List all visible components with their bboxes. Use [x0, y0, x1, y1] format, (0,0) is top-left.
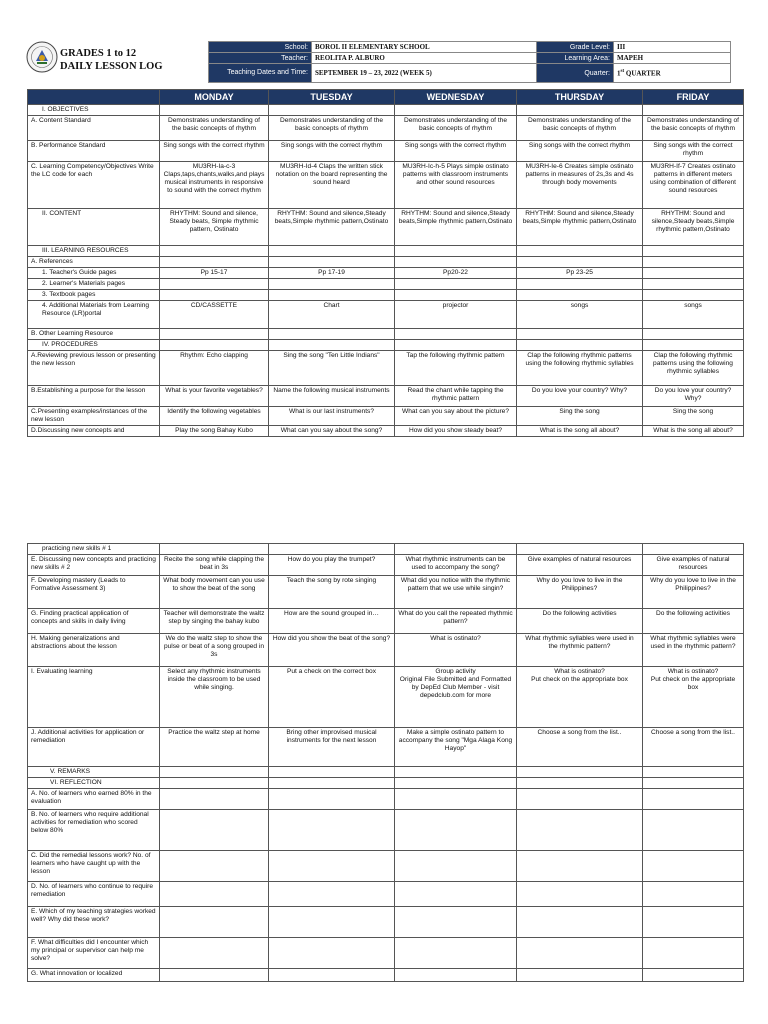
- day-cell: [643, 105, 744, 116]
- day-cell: Name the following musical instruments: [269, 386, 395, 407]
- table-row: [28, 209, 744, 246]
- day-cell: [517, 789, 643, 810]
- day-cell: [269, 544, 395, 555]
- day-cell: [395, 279, 517, 290]
- day-cell: Select any rhythmic instruments inside the classroom to be used while singing.: [160, 667, 269, 728]
- table-row: [28, 778, 744, 789]
- row-label: 2. Learner's Materials pages: [28, 279, 160, 290]
- day-cell: Sing songs with the correct rhythm: [643, 141, 744, 162]
- day-cell: [517, 105, 643, 116]
- day-cell: [269, 882, 395, 907]
- quarter-value: [614, 64, 731, 83]
- day-cell: [517, 257, 643, 268]
- day-cell: [643, 907, 744, 938]
- row-label: J. Additional activities for application or remediation: [28, 728, 160, 767]
- day-cell: Teacher will demonstrate the waltz step by singing the bahay kubo: [160, 609, 269, 634]
- table-row: [28, 634, 744, 667]
- day-cell: [395, 246, 517, 257]
- day-cell: [269, 938, 395, 969]
- day-cell: Demonstrates understanding of the basic concepts of rhythm: [160, 116, 269, 141]
- day-cell: What rhythmic instruments can be used to accompany the song?: [395, 555, 517, 576]
- table-row: [28, 141, 744, 162]
- day-cell: [160, 340, 269, 351]
- row-label: I. OBJECTIVES: [28, 105, 160, 116]
- day-cell: Give examples of natural resources: [643, 555, 744, 576]
- day-cell: Give examples of natural resources: [517, 555, 643, 576]
- day-cell: Read the chant while tapping the rhythmic pattern: [395, 386, 517, 407]
- day-cell: What rhythmic syllables were used in the rhythmic pattern?: [643, 634, 744, 667]
- day-cell: RHYTHM: Sound and silence,Steady beats,Simple rhythmic pattern,Ostinato: [395, 209, 517, 246]
- day-cell: Make a simple ostinato pattern to accompany the song "Mga Alaga Kong Hayop": [395, 728, 517, 767]
- table-row: [28, 767, 744, 778]
- row-label: IV. PROCEDURES: [28, 340, 160, 351]
- day-cell: Do you love your country? Why?: [643, 386, 744, 407]
- row-label: C. Learning Competency/Objectives Write the LC code for each: [28, 162, 160, 209]
- day-cell: [517, 290, 643, 301]
- day-cell: [160, 329, 269, 340]
- lesson-log-table-page1: [27, 89, 744, 437]
- title-line-2: DAILY LESSON LOG: [60, 61, 163, 72]
- day-cell: What is our last instruments?: [269, 407, 395, 426]
- day-cell: RHYTHM: Sound and silence,Steady beats,Simple rhythmic pattern,Ostinato: [643, 209, 744, 246]
- row-label: D.Discussing new concepts and: [28, 426, 160, 437]
- day-cell: [643, 329, 744, 340]
- day-cell: Pp20-22: [395, 268, 517, 279]
- day-cell: [269, 257, 395, 268]
- day-cell: [517, 969, 643, 982]
- day-cell: [395, 290, 517, 301]
- day-cell: What is your favorite vegetables?: [160, 386, 269, 407]
- day-cell: Pp 15-17: [160, 268, 269, 279]
- day-cell: Sing songs with the correct rhythm: [269, 141, 395, 162]
- table-row: [28, 105, 744, 116]
- table-row: [28, 544, 744, 555]
- day-cell: [269, 105, 395, 116]
- row-label: A. References: [28, 257, 160, 268]
- day-cell: [517, 767, 643, 778]
- day-cell: Clap the following rhythmic patterns using the following rhythmic syllables: [517, 351, 643, 386]
- row-label: F. What difficulties did I encounter which my principal or supervisor can help me solve?: [28, 938, 160, 969]
- day-cell: Sing songs with the correct rhythm: [395, 141, 517, 162]
- day-cell: [160, 544, 269, 555]
- day-cell: [643, 767, 744, 778]
- day-header: FRIDAY: [643, 90, 744, 105]
- day-cell: [395, 329, 517, 340]
- day-cell: What did you notice with the rhythmic pattern that we use while singin?: [395, 576, 517, 609]
- row-label: III. LEARNING RESOURCES: [28, 246, 160, 257]
- lesson-log-table-page2: [27, 543, 744, 982]
- row-label: I. Evaluating learning: [28, 667, 160, 728]
- area-label: Learning Area:: [537, 53, 614, 64]
- day-cell: What is ostinato?: [395, 634, 517, 667]
- deped-seal-logo: [26, 41, 58, 73]
- table-row: [28, 426, 744, 437]
- table-row: [28, 279, 744, 290]
- row-label: 4. Additional Materials from Learning Resource (LR)portal: [28, 301, 160, 329]
- day-cell: [395, 789, 517, 810]
- day-cell: RHYTHM: Sound and silence, Steady beats, Simple rhythmic pattern, Ostinato: [160, 209, 269, 246]
- day-cell: [643, 257, 744, 268]
- day-cell: Sing the song: [643, 407, 744, 426]
- row-label: V. REMARKS: [28, 767, 160, 778]
- day-cell: [517, 882, 643, 907]
- table-row: [28, 246, 744, 257]
- day-cell: [395, 778, 517, 789]
- table-row: [28, 301, 744, 329]
- day-cell: [395, 544, 517, 555]
- day-cell: How are the sound grouped in…: [269, 609, 395, 634]
- row-label: H. Making generalizations and abstractions about the lesson: [28, 634, 160, 667]
- day-cell: [269, 340, 395, 351]
- teacher-label: Teacher:: [209, 53, 312, 64]
- day-cell: [643, 544, 744, 555]
- day-header-row: [28, 90, 744, 105]
- row-label: A.Reviewing previous lesson or presenting the new lesson: [28, 351, 160, 386]
- day-cell: What is ostinato? Put check on the appropriate box: [643, 667, 744, 728]
- day-cell: [269, 279, 395, 290]
- day-cell: [517, 778, 643, 789]
- day-cell: [643, 246, 744, 257]
- teacher-value: REOLITA P. ALBURO: [312, 53, 537, 64]
- day-cell: projector: [395, 301, 517, 329]
- row-label: practicing new skills # 1: [28, 544, 160, 555]
- day-cell: Pp 23-25: [517, 268, 643, 279]
- day-cell: [395, 810, 517, 851]
- day-cell: [643, 778, 744, 789]
- grade-value: III: [614, 42, 731, 53]
- day-cell: [395, 257, 517, 268]
- day-cell: [160, 290, 269, 301]
- day-cell: [160, 969, 269, 982]
- table-row: [28, 851, 744, 882]
- quarter-label: Quarter:: [537, 64, 614, 83]
- day-cell: Sing the song "Ten Little Indians": [269, 351, 395, 386]
- day-cell: [395, 851, 517, 882]
- row-label: E. Discussing new concepts and practicing new skills # 2: [28, 555, 160, 576]
- day-cell: Identify the following vegetables: [160, 407, 269, 426]
- table-row: [28, 576, 744, 609]
- day-cell: MU3RH-Ie-6 Creates simple ostinato patterns in measures of 2s,3s and 4s through body movements: [517, 162, 643, 209]
- day-cell: [269, 851, 395, 882]
- school-label: School:: [209, 42, 312, 53]
- day-cell: What body movement can you use to show the beat of the song: [160, 576, 269, 609]
- day-cell: [160, 938, 269, 969]
- row-label: B. Performance Standard: [28, 141, 160, 162]
- table-row: [28, 882, 744, 907]
- row-label: B. No. of learners who require additional activities for remediation who scored below 80%: [28, 810, 160, 851]
- page1-rows: [28, 105, 744, 437]
- day-cell: [395, 767, 517, 778]
- day-cell: [643, 279, 744, 290]
- area-value: MAPEH: [614, 53, 731, 64]
- quarter-number: 1: [617, 69, 621, 78]
- day-cell: [643, 789, 744, 810]
- day-cell: [517, 938, 643, 969]
- day-cell: How did you show the beat of the song?: [269, 634, 395, 667]
- day-cell: Choose a song from the list..: [643, 728, 744, 767]
- day-cell: [160, 907, 269, 938]
- day-cell: We do the waltz step to show the pulse or beat of a song grouped in 3s: [160, 634, 269, 667]
- day-cell: [160, 810, 269, 851]
- row-label: D. No. of learners who continue to require remediation: [28, 882, 160, 907]
- day-cell: [643, 938, 744, 969]
- day-cell: MU3RH-Ic-h-5 Plays simple ostinato patterns with classroom instruments and other sound resources: [395, 162, 517, 209]
- row-label: C. Did the remedial lessons work? No. of learners who have caught up with the lesson: [28, 851, 160, 882]
- day-cell: [160, 882, 269, 907]
- table-row: [28, 969, 744, 982]
- day-cell: What can you say about the song?: [269, 426, 395, 437]
- day-cell: [269, 778, 395, 789]
- day-cell: Sing the song: [517, 407, 643, 426]
- grade-label: Grade Level:: [537, 42, 614, 53]
- day-cell: [160, 279, 269, 290]
- table-row: [28, 810, 744, 851]
- day-cell: Tap the following rhythmic pattern: [395, 351, 517, 386]
- table-row: [28, 938, 744, 969]
- quarter-ordinal: st: [620, 68, 625, 74]
- day-cell: [517, 246, 643, 257]
- day-header: MONDAY: [160, 90, 269, 105]
- day-cell: [160, 789, 269, 810]
- table-row: [28, 268, 744, 279]
- day-cell: Sing songs with the correct rhythm: [160, 141, 269, 162]
- day-cell: [395, 105, 517, 116]
- day-cell: songs: [517, 301, 643, 329]
- corner-cell: [28, 90, 160, 105]
- table-row: [28, 728, 744, 767]
- day-cell: Why do you love to live in the Philippines?: [643, 576, 744, 609]
- day-cell: Clap the following rhythmic patterns using the following rhythmic syllables: [643, 351, 744, 386]
- day-cell: Recite the song while clapping the beat in 3s: [160, 555, 269, 576]
- day-cell: [517, 810, 643, 851]
- day-cell: [269, 907, 395, 938]
- quarter-word: QUARTER: [625, 69, 661, 78]
- day-cell: Do the following activities: [517, 609, 643, 634]
- day-cell: Do you love your country? Why?: [517, 386, 643, 407]
- row-label: A. Content Standard: [28, 116, 160, 141]
- day-cell: [643, 882, 744, 907]
- day-cell: [269, 969, 395, 982]
- table-row: [28, 351, 744, 386]
- day-cell: [395, 969, 517, 982]
- day-cell: What do you call the repeated rhythmic pattern?: [395, 609, 517, 634]
- row-label: 3. Textbook pages: [28, 290, 160, 301]
- table-row: [28, 907, 744, 938]
- day-cell: Pp 17-19: [269, 268, 395, 279]
- day-cell: [395, 907, 517, 938]
- day-cell: [160, 257, 269, 268]
- day-cell: What is the song all about?: [643, 426, 744, 437]
- row-label: B. Other Learning Resource: [28, 329, 160, 340]
- day-cell: [269, 789, 395, 810]
- row-label: II. CONTENT: [28, 209, 160, 246]
- row-label: C.Presenting examples/instances of the new lesson: [28, 407, 160, 426]
- title-line-1: GRADES 1 to 12: [60, 48, 137, 59]
- dates-value: SEPTEMBER 19 – 23, 2022 (WEEK 5): [312, 64, 537, 83]
- day-cell: [643, 340, 744, 351]
- day-cell: Group activity Original File Submitted and Formatted by DepEd Club Member - visit depedclub.com for more: [395, 667, 517, 728]
- table-row: [28, 290, 744, 301]
- day-cell: [517, 279, 643, 290]
- day-cell: songs: [643, 301, 744, 329]
- day-cell: Demonstrates understanding of the basic concepts of rhythm: [517, 116, 643, 141]
- table-row: [28, 257, 744, 268]
- day-cell: What is ostinato? Put check on the appropriate box: [517, 667, 643, 728]
- doc-title: [60, 47, 163, 73]
- day-cell: Demonstrates understanding of the basic concepts of rhythm: [395, 116, 517, 141]
- day-cell: [517, 544, 643, 555]
- row-label: 1. Teacher's Guide pages: [28, 268, 160, 279]
- day-cell: [269, 810, 395, 851]
- day-cell: [643, 851, 744, 882]
- day-cell: Sing songs with the correct rhythm: [517, 141, 643, 162]
- day-cell: [643, 268, 744, 279]
- day-cell: MU3RH-Ia-c-3 Claps,taps,chants,walks,and plays musical instruments in responsive to sound with the correct rhythm: [160, 162, 269, 209]
- day-cell: Play the song Bahay Kubo: [160, 426, 269, 437]
- day-cell: [517, 340, 643, 351]
- row-label: F. Developing mastery (Leads to Formative Assessment 3): [28, 576, 160, 609]
- day-cell: [160, 246, 269, 257]
- day-header: WEDNESDAY: [395, 90, 517, 105]
- day-cell: MU3RH-If-7 Creates ostinato patterns in different meters using combination of different sound resources: [643, 162, 744, 209]
- day-cell: [269, 246, 395, 257]
- day-cell: Demonstrates understanding of the basic concepts of rhythm: [643, 116, 744, 141]
- day-cell: CD/CASSETTE: [160, 301, 269, 329]
- day-cell: [160, 851, 269, 882]
- day-cell: [517, 851, 643, 882]
- table-row: [28, 609, 744, 634]
- day-cell: Chart: [269, 301, 395, 329]
- day-cell: [395, 882, 517, 907]
- day-cell: Teach the song by rote singing: [269, 576, 395, 609]
- header: [26, 41, 744, 83]
- table-row: [28, 386, 744, 407]
- row-label: G. Finding practical application of concepts and skills in daily living: [28, 609, 160, 634]
- day-cell: [643, 290, 744, 301]
- day-cell: Put a check on the correct box: [269, 667, 395, 728]
- day-cell: MU3RH-Id-4 Claps the written stick notation on the board representing the sound heard: [269, 162, 395, 209]
- row-label: A. No. of learners who earned 80% in the evaluation: [28, 789, 160, 810]
- row-label: E. Which of my teaching strategies worked well? Why did these work?: [28, 907, 160, 938]
- day-cell: Rhythm: Echo clapping: [160, 351, 269, 386]
- day-cell: [269, 329, 395, 340]
- day-cell: [643, 810, 744, 851]
- row-label: G. What innovation or localized: [28, 969, 160, 982]
- row-label: B.Establishing a purpose for the lesson: [28, 386, 160, 407]
- day-cell: What is the song all about?: [517, 426, 643, 437]
- day-cell: What can you say about the picture?: [395, 407, 517, 426]
- row-label: VI. REFLECTION: [28, 778, 160, 789]
- day-cell: Practice the waltz step at home: [160, 728, 269, 767]
- day-cell: RHYTHM: Sound and silence,Steady beats,Simple rhythmic pattern,Ostinato: [517, 209, 643, 246]
- table-row: [28, 162, 744, 209]
- day-cell: Do the following activities: [643, 609, 744, 634]
- dates-label: Teaching Dates and Time:: [209, 64, 312, 83]
- day-cell: [517, 907, 643, 938]
- school-value: BOROL II ELEMENTARY SCHOOL: [312, 42, 537, 53]
- day-cell: [269, 290, 395, 301]
- day-cell: Bring other improvised musical instruments for the next lesson: [269, 728, 395, 767]
- day-cell: [160, 767, 269, 778]
- day-cell: [643, 969, 744, 982]
- table-row: [28, 407, 744, 426]
- day-cell: Choose a song from the list..: [517, 728, 643, 767]
- table-row: [28, 116, 744, 141]
- day-cell: What rhythmic syllables were used in the rhythmic pattern?: [517, 634, 643, 667]
- day-cell: Demonstrates understanding of the basic concepts of rhythm: [269, 116, 395, 141]
- table-row: [28, 340, 744, 351]
- day-cell: [395, 938, 517, 969]
- header-info-table: [208, 41, 731, 83]
- day-cell: How did you show steady beat?: [395, 426, 517, 437]
- day-cell: [160, 105, 269, 116]
- table-row: [28, 329, 744, 340]
- day-cell: How do you play the trumpet?: [269, 555, 395, 576]
- day-cell: [269, 767, 395, 778]
- table-row: [28, 789, 744, 810]
- day-cell: [517, 329, 643, 340]
- day-cell: Why do you love to live in the Philippines?: [517, 576, 643, 609]
- day-cell: [160, 778, 269, 789]
- day-header: TUESDAY: [269, 90, 395, 105]
- page2-rows: [28, 544, 744, 982]
- day-cell: [395, 340, 517, 351]
- day-header: THURSDAY: [517, 90, 643, 105]
- table-row: [28, 555, 744, 576]
- day-cell: RHYTHM: Sound and silence,Steady beats,Simple rhythmic pattern,Ostinato: [269, 209, 395, 246]
- table-row: [28, 667, 744, 728]
